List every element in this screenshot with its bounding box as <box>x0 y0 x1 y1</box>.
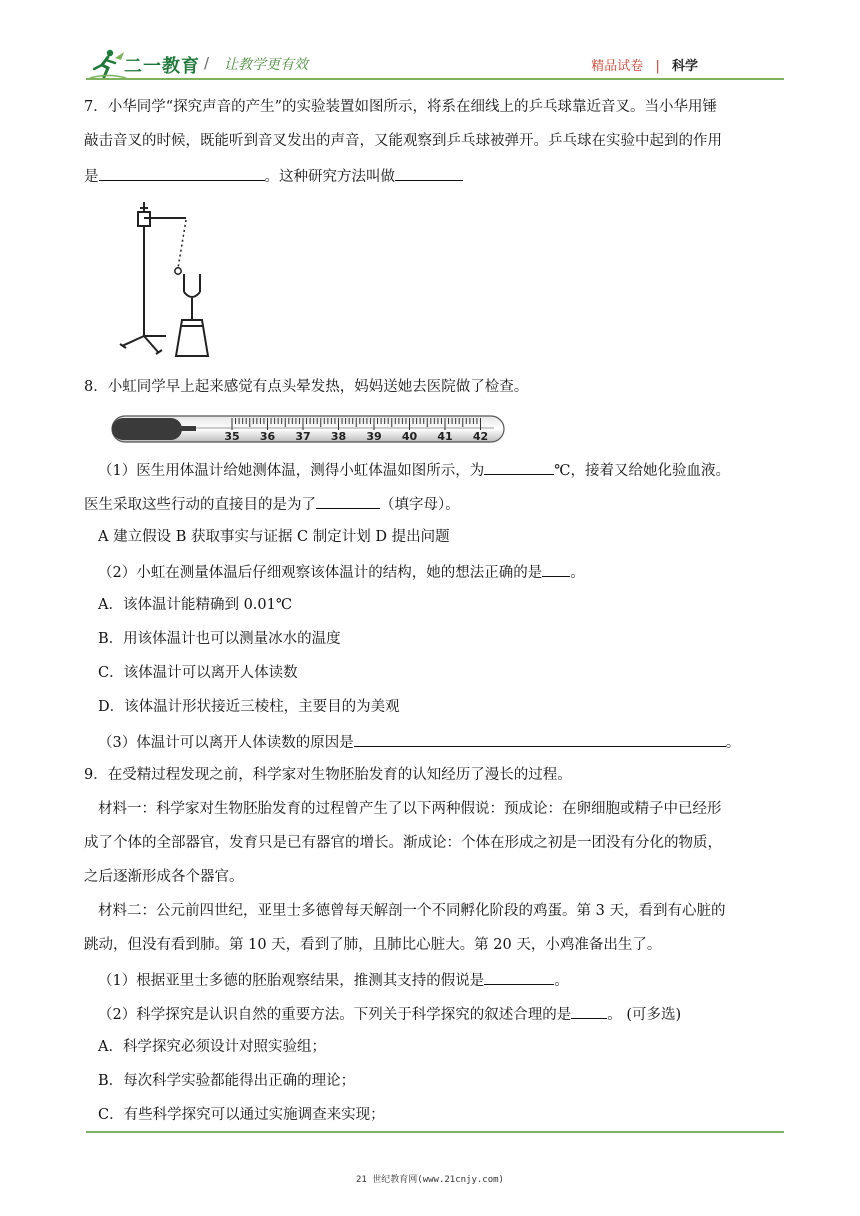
q8-p1-d: （填字母）。 <box>380 497 460 513</box>
logo-text: 二一教育 <box>124 56 200 77</box>
header-tag: 精品试卷 <box>591 59 644 74</box>
thermometer-tick-label: 41 <box>437 430 453 443</box>
q7-blank-method[interactable] <box>395 164 463 181</box>
q9-blank-p2[interactable] <box>571 1002 607 1019</box>
tuning-fork-apparatus-figure <box>114 196 224 364</box>
q9-p2 <box>84 1002 798 1026</box>
q7-blank-role[interactable] <box>99 164 265 181</box>
q8-p3-text: （3）体温计可以离开人体读数的原因是 <box>98 735 354 751</box>
q8-p1-options: A 建立假设 B 获取事实与证据 C 制定计划 D 提出问题 <box>98 529 450 545</box>
header-divider <box>86 78 784 80</box>
q8-p1-b: ℃，接着又给她化验血液。 <box>554 463 730 479</box>
q8-intro: 8．小虹同学早上起来感觉有点头晕发热，妈妈送她去医院做了检查。 <box>84 379 529 395</box>
q9-p1-text: （1）根据亚里士多德的胚胎观察结果，推测其支持的假说是 <box>98 973 485 989</box>
header-slash: / <box>204 54 210 72</box>
q8-option-b: B．用该体温计也可以测量冰水的温度 <box>98 631 341 647</box>
q9-material1-line1: 材料一：科学家对生物胚胎发育的过程曾产生了以下两种假说：预成论：在卵细胞或精子中已经形 <box>98 801 722 817</box>
q9-option-a: A．科学探究必须设计对照实验组； <box>98 1039 326 1055</box>
q9-p2-text: （2）科学探究是认识自然的重要方法。下列关于科学探究的叙述合理的是 <box>98 1007 572 1023</box>
page-header <box>0 0 860 90</box>
q8-blank-temp[interactable] <box>484 458 554 475</box>
q7-line3-a: 是 <box>84 169 99 185</box>
q8-option-c: C．该体温计可以离开人体读数 <box>98 665 298 681</box>
q8-p2 <box>84 560 798 584</box>
q8-p3-end: 。 <box>725 735 741 751</box>
q8-p3 <box>84 730 798 754</box>
q8-blank-p3[interactable] <box>354 730 726 747</box>
q9-p2-end: 。 (可多选) <box>607 1007 682 1023</box>
q8-p2-text: （2）小虹在测量体温后仔细观察该体温计的结构，她的想法正确的是 <box>98 565 543 581</box>
q7-line2: 敲击音叉的时候，既能听到音叉发出的声音，又能观察到乒乓球被弹开。乒乓球在实验中起到的作用 <box>84 133 722 149</box>
q9-p1 <box>84 968 798 992</box>
q9-material1-line3: 之后逐渐形成各个器官。 <box>84 869 244 885</box>
footer-divider <box>86 1131 784 1133</box>
header-separator: | <box>655 59 660 74</box>
q8-blank-purpose[interactable] <box>316 492 380 509</box>
q7-line3-b: 。这种研究方法叫做 <box>264 169 395 185</box>
q7-line1: 7．小华同学“探究声音的产生”的实验装置如图所示，将系在细线上的乒乓球靠近音叉。当小华用锤 <box>84 99 718 115</box>
q7-line3 <box>84 164 784 188</box>
thermometer-tick-label: 42 <box>472 430 489 443</box>
header-right <box>591 55 698 74</box>
q9-material2-line2: 跳动，但没有看到肺。第 10 天，看到了肺，且肺比心脏大。第 20 天，小鸡准备出生了。 <box>84 937 662 953</box>
q8-p2-end: 。 <box>570 565 585 581</box>
q9-p1-end: 。 <box>554 973 569 989</box>
q8-p1-c: 医生采取这些行动的直接目的是为了 <box>84 497 316 513</box>
q8-p1-line2 <box>84 492 784 516</box>
logo-runner-icon <box>88 48 128 80</box>
q8-option-a: A．该体温计能精确到 0.01℃ <box>98 597 293 613</box>
q9-option-b: B．每次科学实验都能得出正确的理论； <box>98 1073 356 1089</box>
thermometer-tick-label: 35 <box>224 430 240 443</box>
q9-material2-line1: 材料二：公元前四世纪，亚里士多德曾每天解剖一个不同孵化阶段的鸡蛋。第 3 天，看到有心脏的 <box>98 903 726 919</box>
thermometer-tick-label: 39 <box>366 430 382 443</box>
thermometer-tick-label: 37 <box>295 430 311 443</box>
q9-material1-line2: 成了个体的全部器官，发育只是已有器官的增长。渐成论：个体在形成之初是一团没有分化的物质， <box>84 835 722 851</box>
q8-p1-line1 <box>84 458 798 482</box>
q9-intro: 9．在受精过程发现之前，科学家对生物胚胎发育的认知经历了漫长的过程。 <box>84 767 572 783</box>
thermometer-tick-label: 38 <box>330 430 347 443</box>
q8-blank-p2[interactable] <box>542 560 570 577</box>
thermometer-tick-label: 40 <box>401 430 418 443</box>
header-slogan: 让教学更有效 <box>224 57 308 73</box>
q9-option-c: C．有些科学探究可以通过实施调查来实现； <box>98 1107 385 1123</box>
header-subject: 科学 <box>671 59 698 74</box>
page-footer: 21 世纪教育网(www.21cnjy.com) <box>356 1175 504 1185</box>
q8-p1-a: （1）医生用体温计给她测体温，测得小虹体温如图所示，为 <box>98 463 485 479</box>
q9-blank-p1[interactable] <box>484 968 554 985</box>
thermometer-tick-label: 36 <box>259 430 276 443</box>
clinical-thermometer-figure <box>110 408 506 448</box>
q8-option-d: D．该体温计形状接近三棱柱，主要目的为美观 <box>98 699 400 715</box>
